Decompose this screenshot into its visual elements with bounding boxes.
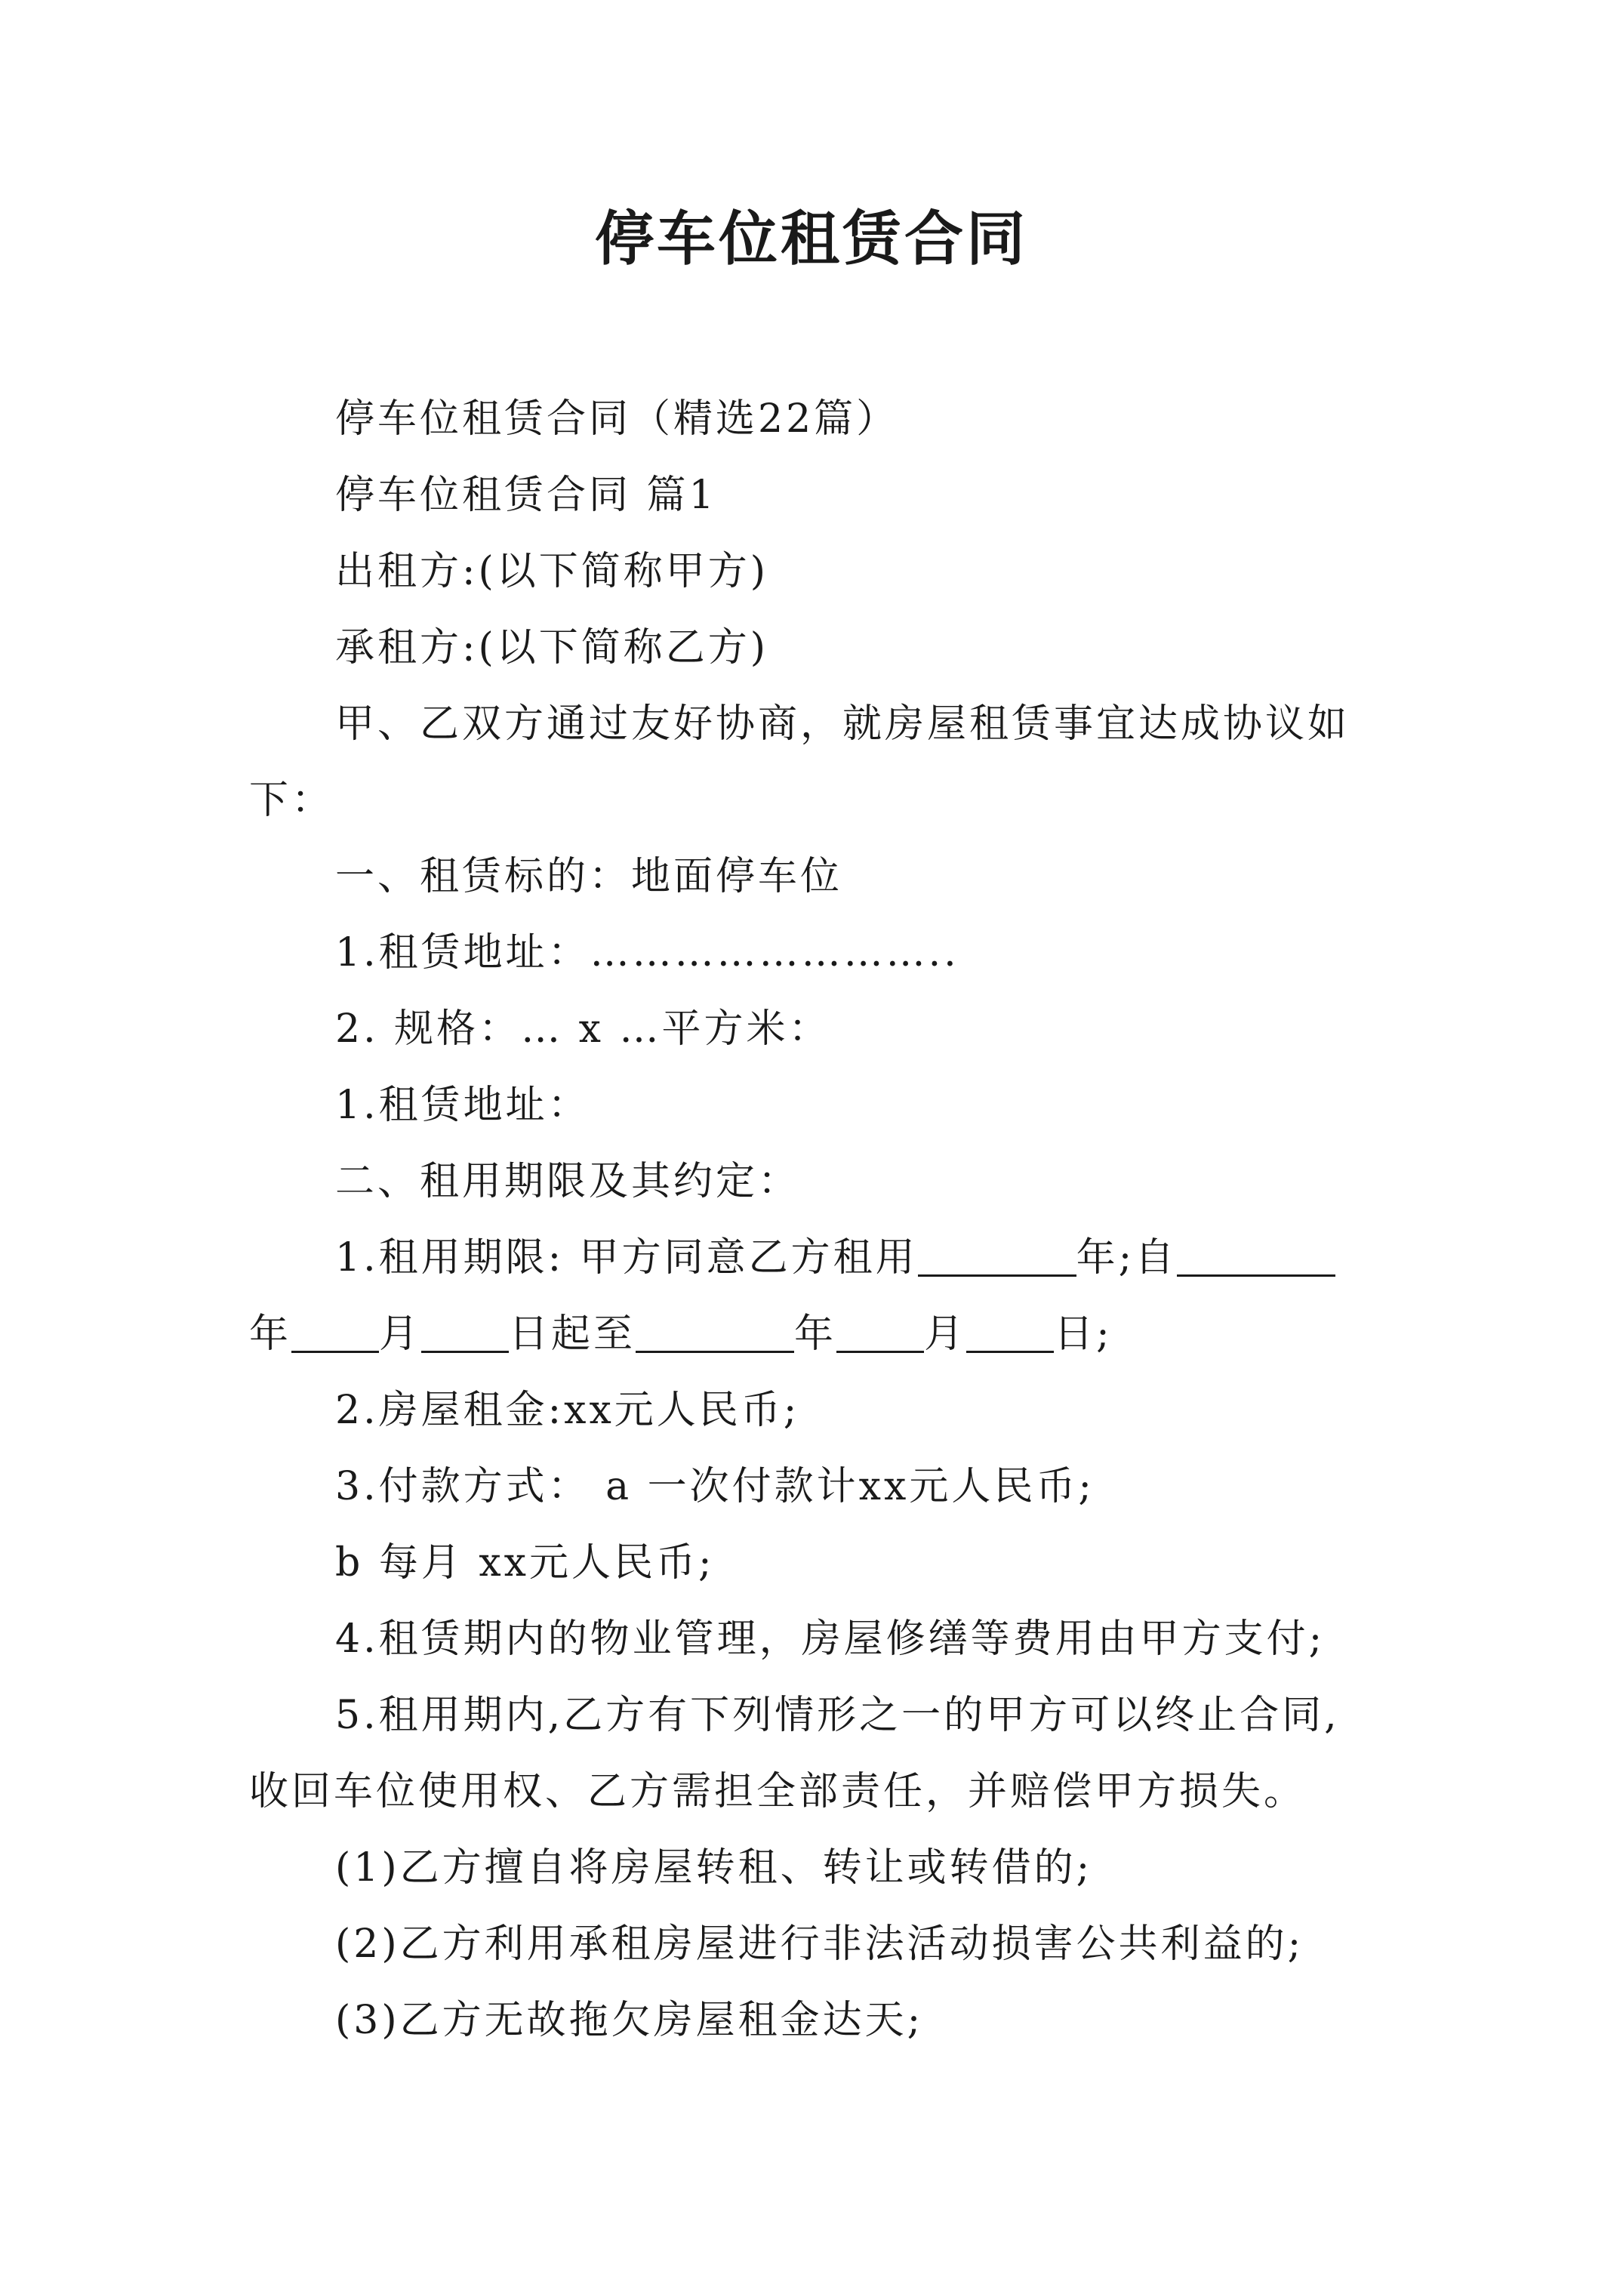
paragraph: (3)乙方无故拖欠房屋租金达天; <box>335 1998 924 2043</box>
blank-line <box>636 1305 794 1353</box>
paragraph: 4.租赁期内的物业管理，房屋修缮等费用由甲方支付; <box>335 1616 1326 1662</box>
paragraph: 下： <box>249 778 334 823</box>
paragraph: (1)乙方擅自将房屋转租、转让或转借的; <box>335 1845 1093 1891</box>
paragraph: 1.租赁地址：…………………….. <box>335 930 959 975</box>
document-title: 停车位租赁合同 <box>594 205 1028 273</box>
paragraph: 5.租用期内,乙方有下列情形之一的甲方可以终止合同, <box>335 1693 1340 1738</box>
paragraph: 甲、乙双方通过友好协商，就房屋租赁事宜达成协议如 <box>335 701 1350 747</box>
blank-line <box>966 1305 1054 1353</box>
paragraph: 停车位租赁合同 篇1 <box>335 473 717 518</box>
text: 日起至 <box>509 1311 636 1357</box>
text: 月 <box>924 1311 967 1357</box>
document-body <box>249 381 1381 2059</box>
blank-line <box>291 1305 379 1353</box>
text: 年 <box>794 1311 837 1357</box>
text: 年 <box>249 1311 292 1357</box>
text: 1.租用期限: 甲方同意乙方租用 <box>335 1235 918 1281</box>
paragraph: 出租方:(以下简称甲方) <box>335 549 769 594</box>
blank-line <box>918 1229 1076 1277</box>
text: 月 <box>379 1311 422 1357</box>
paragraph: 3.付款方式： a 一次付款计xx元人民币; <box>335 1464 1095 1509</box>
paragraph: (2)乙方利用承租房屋进行非法活动损害公共利益的; <box>335 1922 1304 1967</box>
paragraph: 收回车位使用权、乙方需担全部责任，并赔偿甲方损失。 <box>249 1769 1307 1814</box>
paragraph: 停车位租赁合同（精选22篇） <box>335 396 899 442</box>
blank-line <box>421 1305 509 1353</box>
paragraph-lease-dates <box>249 1296 1381 1373</box>
text: 日; <box>1054 1311 1113 1357</box>
paragraph: 二、租用期限及其约定： <box>335 1159 801 1204</box>
text: 年;自 <box>1076 1235 1178 1281</box>
paragraph: b 每月 xx元人民币; <box>335 1540 715 1586</box>
paragraph: 2.房屋租金:xx元人民币; <box>335 1388 800 1433</box>
blank-line <box>1177 1229 1335 1277</box>
paragraph-lease-term <box>249 1220 1381 1296</box>
blank-line <box>836 1305 924 1353</box>
paragraph: 1.租赁地址： <box>335 1083 590 1128</box>
paragraph: 2. 规格：… x …平方米： <box>335 1006 831 1052</box>
paragraph: 承租方:(以下简称乙方) <box>335 625 769 670</box>
paragraph: 一、租赁标的：地面停车位 <box>335 854 843 899</box>
